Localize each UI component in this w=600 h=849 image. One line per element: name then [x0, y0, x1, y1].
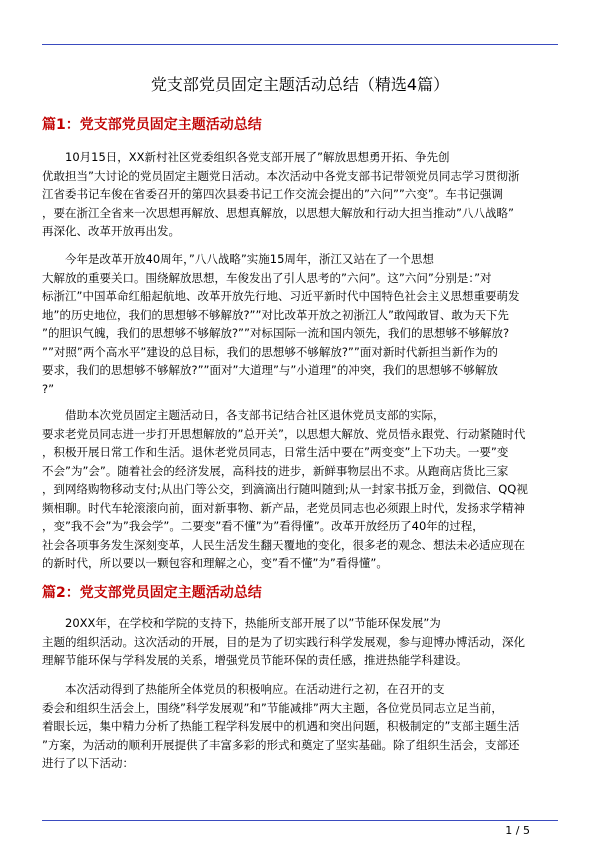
text-line: ，积极开展日常工作和生活。退休老党员同志，日常生活中要在”两变变”上下功夫。一要”变 — [42, 445, 509, 459]
text-line: 江省委书记车俊在省委召开的第四次县委书记工作交流会提出的”六问””六变”。车书记强调 — [42, 187, 503, 201]
text-line: 大解放的重要关口。围绕解放思想，车俊发出了引人思考的”六问”。这”六问”分别是：”对 — [42, 270, 492, 285]
text-line: 本次活动得到了热能所全体党员的积极响应。在活动进行之初，在召开的支 — [65, 682, 445, 696]
text-line: 今年是改革开放40周年，”八八战略”实施15周年，浙江又站在了一个思想 — [65, 252, 434, 266]
paragraph — [42, 250, 558, 398]
text-line: ””对照”两个高水平”建设的总目标，我们的思想够不够解放?””面对新时代新担当新作为的 — [42, 344, 498, 359]
text-line: 不会”为”会”。随着社会的经济发展，高科技的进步，新鲜事物层出不求。从跑商店货比三家 — [42, 463, 509, 478]
section-heading-1: 篇1：党支部党员固定主题活动总结 — [42, 117, 262, 133]
text-line: 要求，我们的思想够不够解放?””面对”大道理”与”小道理”的冲突，我们的思想够不够解放 — [42, 363, 498, 377]
text-line: ”的胆识气魄，我们的思想够不够解放?””对标国际一流和国内领先，我们的思想够不够解放? — [42, 326, 510, 340]
text-line: ”方案，为活动的顺利开展提供了丰富多彩的形式和奠定了坚实基础。除了组织生活会，支部还 — [42, 737, 520, 752]
text-line: 20XX年，在学校和学院的支持下，热能所支部开展了以”节能环保发展”为 — [65, 616, 441, 630]
text-line: 要求老党员同志进一步打开思想解放的”总开关”，以思想大解放、党员悟永跟党、行动紧随时代 — [42, 426, 526, 441]
text-line: 进行了以下活动： — [42, 756, 134, 770]
paragraph — [42, 614, 558, 670]
header-rule — [42, 44, 558, 45]
text-line: ，变”我不会”为”我会学”。二要变”看不懂”为”看得懂”。改革开放经历了40年的过程， — [42, 519, 484, 533]
document-title: 党支部党员固定主题活动总结（精选4篇） — [150, 75, 450, 94]
text-line: 理解节能环保与学科发展的关系，增强党员节能环保的责任感，推进热能学科建设。 — [42, 653, 468, 667]
paragraph — [42, 406, 558, 573]
text-line: 社会各项事务发生深刻变革，人民生活发生翻天覆地的变化，很多老的观念、想法未必适应现在 — [42, 537, 525, 552]
text-line: 10月15日，XX新村社区党委组织各党支部开展了”解放思想勇开拓、争先创 — [65, 150, 450, 164]
text-line: 标浙江”中国革命红船起航地、改革开放先行地、习近平新时代中国特色社会主义思想重要萌发 — [42, 289, 520, 303]
page-number: 1 / 5 — [505, 824, 530, 837]
text-line: ，到网络购物移动支付;从出门等公交，到滴滴出行随叫随到;从一封家书抵万金，到微信、QQ视 — [42, 482, 528, 496]
text-line: 借助本次党员固定主题活动日，各支部书记结合社区退休党员支部的实际， — [65, 408, 445, 422]
text-line: 委会和组织生活会上，围绕”科学发展观”和”节能减排”两大主题，各位党员同志立足当前， — [42, 700, 503, 715]
paragraph — [42, 680, 558, 773]
text-line: 的新时代，所以要以一颗包容和理解之心，变”看不懂”为”看得懂”。 — [42, 556, 388, 570]
section-heading-2: 篇2：党支部党员固定主题活动总结 — [42, 585, 262, 601]
text-line: ?” — [42, 381, 55, 396]
text-line: 主题的组织活动。这次活动的开展，目的是为了切实践行科学发展观，参与迎博办博活动，深化 — [42, 634, 525, 649]
paragraph — [42, 148, 558, 241]
text-line: 再深化、改革开放再出发。 — [42, 224, 180, 238]
text-line: 优敢担当”大讨论的党员固定主题党日活动。本次活动中各党支部书记带领党员同志学习贯彻浙 — [42, 168, 520, 183]
text-line: 地”的历史地位，我们的思想够不够解放?””对比改革开放之初浙江人”敢闯敢冒、敢为天下先 — [42, 307, 509, 322]
text-line: ，要在浙江全省来一次思想再解放、思想真解放，以思想大解放和行动大担当推动”八八战略” — [42, 205, 514, 220]
text-line: 着眼长远，集中精力分析了热能工程学科发展中的机遇和突出问题，积极制定的”支部主题生活 — [42, 719, 520, 733]
footer-rule — [42, 820, 558, 821]
text-line: 频相聊。时代车轮滚滚向前，面对新事物、新产品，老党员同志也必须跟上时代，发扬求学精神 — [42, 500, 525, 515]
